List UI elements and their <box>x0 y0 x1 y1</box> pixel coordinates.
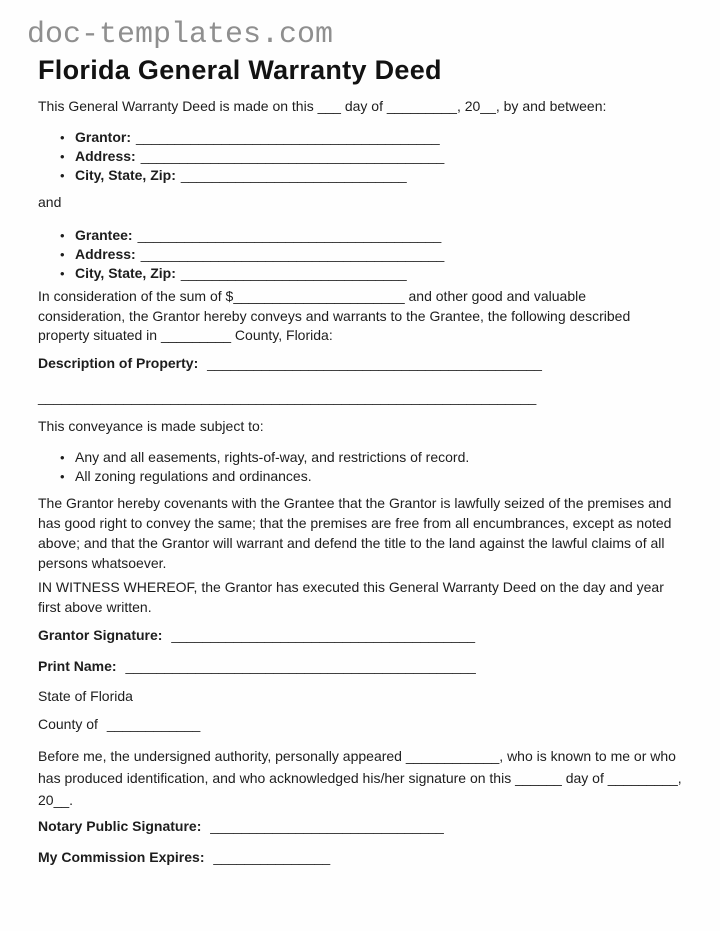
notary-signature-label: Notary Public Signature: <box>38 818 202 834</box>
field-label: City, State, Zip: <box>75 167 176 183</box>
list-item-text: All zoning regulations and ordinances. <box>75 468 312 484</box>
print-name-label: Print Name: <box>38 658 117 674</box>
grantee-name-blank: _______________________________________ <box>137 227 442 243</box>
bullet-icon: • <box>60 266 65 281</box>
description-row <box>38 354 542 373</box>
field-label: Grantor: <box>75 129 131 145</box>
field-label: Address: <box>75 246 136 262</box>
list-item-grantee <box>60 226 444 245</box>
description-label: Description of Property: <box>38 355 199 371</box>
site-logo-text: doc-templates.com <box>27 18 334 52</box>
and-joiner-text: and <box>38 194 62 210</box>
list-item-text: Any and all easements, rights-of-way, and restrictions of record. <box>75 449 470 465</box>
notary-paragraph: Before me, the undersigned authority, personally appeared ____________, who is known to me or who has produced identification, and who acknowledged his/her signature on this ______ day of _________, 20__. <box>38 748 682 808</box>
bullet-icon: • <box>60 149 65 164</box>
grantee-list <box>60 226 444 283</box>
grantee-city-blank: _____________________________ <box>180 265 407 281</box>
subject-to-heading: This conveyance is made subject to: <box>38 418 264 434</box>
bullet-icon: • <box>60 130 65 145</box>
field-label: Address: <box>75 148 136 164</box>
bullet-icon: • <box>60 228 65 243</box>
list-item-grantee-address <box>60 245 444 264</box>
county-row <box>38 715 200 734</box>
bullet-icon: • <box>60 168 65 183</box>
field-label: City, State, Zip: <box>75 265 176 281</box>
grantor-signature-blank: _______________________________________ <box>171 627 476 643</box>
grantee-address-blank: _______________________________________ <box>140 246 445 262</box>
county-label: County of <box>38 716 98 732</box>
state-text: State of Florida <box>38 688 133 704</box>
list-item-grantee-city <box>60 264 444 283</box>
bullet-icon: • <box>60 450 65 465</box>
intro-paragraph: This General Warranty Deed is made on this ___ day of _________, 20__, by and between: <box>38 98 607 114</box>
list-item-grantor-address <box>60 147 444 166</box>
field-label: Grantee: <box>75 227 133 243</box>
commission-expires-blank: _______________ <box>213 849 331 865</box>
notary-signature-row <box>38 817 444 836</box>
consideration-paragraph: In consideration of the sum of $______________________ and other good and valuable consideration, the Grantor hereby conveys and warrants to the Grantee, the following described property situated in _________ County, Florida: <box>38 288 631 343</box>
witness-paragraph: IN WITNESS WHEREOF, the Grantor has executed this General Warranty Deed on the day and year first above written. <box>38 579 664 615</box>
print-name-row <box>38 657 476 676</box>
description-blank: ___________________________________________ <box>207 355 542 371</box>
commission-expires-row <box>38 848 330 867</box>
county-blank: ____________ <box>106 716 201 732</box>
grantor-address-blank: _______________________________________ <box>140 148 445 164</box>
grantor-city-blank: _____________________________ <box>180 167 407 183</box>
list-item-grantor <box>60 128 444 147</box>
list-item-grantor-city <box>60 166 444 185</box>
bullet-icon: • <box>60 247 65 262</box>
list-item-easements <box>60 448 469 467</box>
covenant-paragraph: The Grantor hereby covenants with the Grantee that the Grantor is lawfully seized of the premises and has good right to convey the same; that the premises are free from all encumbrances, except as noted above; and that the Grantor will warrant and defend the title to the land against the lawful claims of all persons whatsoever. <box>38 495 672 571</box>
notary-signature-blank: ______________________________ <box>210 818 444 834</box>
description-continuation-blank: ________________________________________________________________ <box>38 389 537 405</box>
subject-list <box>60 448 469 486</box>
grantor-signature-row <box>38 626 475 645</box>
list-item-zoning <box>60 467 469 486</box>
bullet-icon: • <box>60 469 65 484</box>
grantor-signature-label: Grantor Signature: <box>38 627 163 643</box>
page-title: Florida General Warranty Deed <box>38 55 442 85</box>
grantor-list <box>60 128 444 185</box>
grantor-name-blank: _______________________________________ <box>136 129 440 145</box>
print-name-blank: _____________________________________________ <box>125 658 476 674</box>
commission-expires-label: My Commission Expires: <box>38 849 205 865</box>
